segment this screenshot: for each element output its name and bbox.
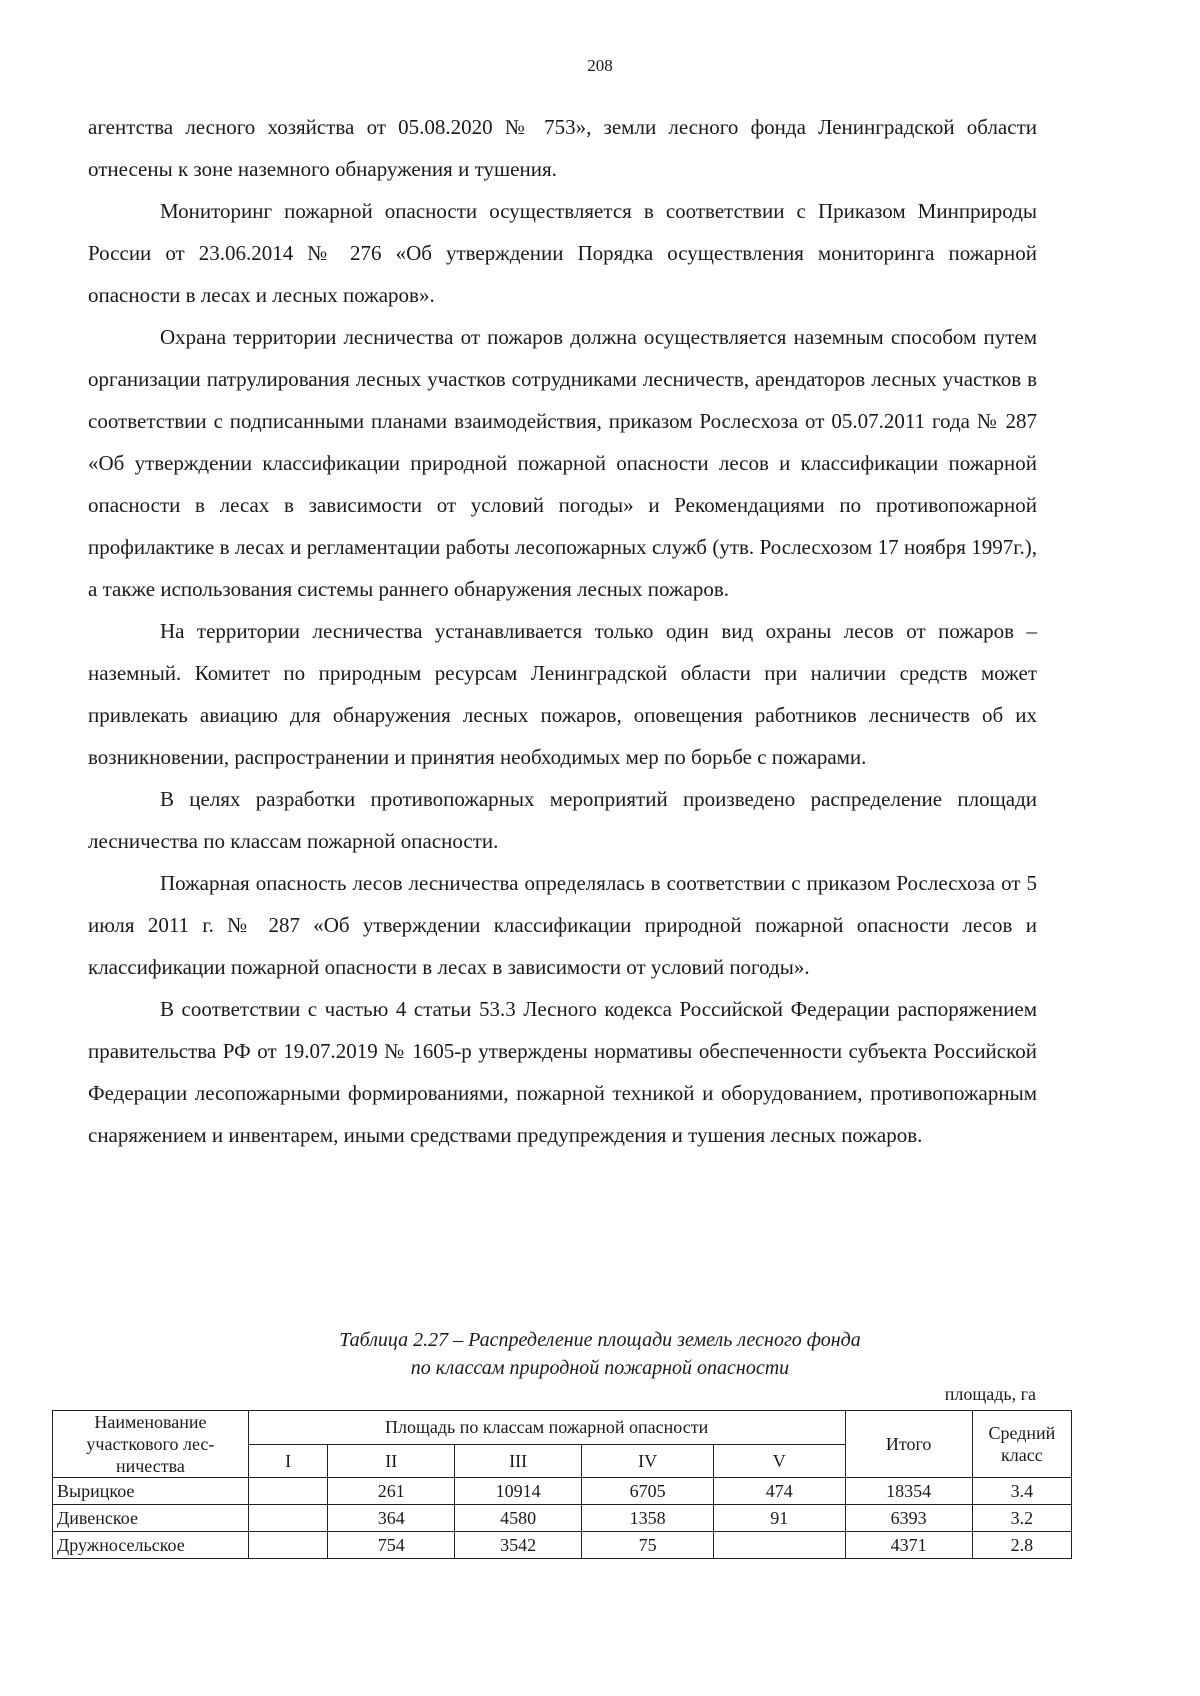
paragraph: Мониторинг пожарной опасности осуществляется в соответствии с Приказом Минприроды России от 23.06.2014 № 276 «Об утверждении Порядка осуществления мониторинга пожарной опасности в лесах и лесных пожаров». <box>88 199 1037 307</box>
table-cell: 18354 <box>845 1478 972 1505</box>
header-class: I <box>248 1444 328 1478</box>
header-class: III <box>455 1444 582 1478</box>
paragraph: агентства лесного хозяйства от 05.08.2020 № 753», земли лесного фонда Ленинградской области отнесены к зоне наземного обнаружения и тушения. <box>88 115 1037 181</box>
table-cell: 474 <box>714 1478 845 1505</box>
table-cell: Вырицкое <box>53 1478 249 1505</box>
table-cell: 6705 <box>582 1478 714 1505</box>
table-row <box>53 1505 1072 1532</box>
paragraph: Охрана территории лесничества от пожаров должна осуществляется наземным способом путем организации патрулирования лесных участков сотрудниками лесничеств, арендаторов лесных участков в соответствии с подписанными планами взаимодействия, приказом Рослесхоза от 05.07.2011 года № 287 «Об утверждении классификации природной пожарной опасности лесов и классификации пожарной опасности в лесах в зависимости от условий погоды» и Рекомендациями по противопожарной профилактике в лесах и регламентации работы лесопожарных служб (утв. Рослесхозом 17 ноября 1997г.), а также использования системы раннего обнаружения лесных пожаров. <box>88 325 1037 601</box>
table-cell: 3.4 <box>972 1478 1071 1505</box>
paragraph: В соответствии с частью 4 статьи 53.3 Лесного кодекса Российской Федерации распоряжением правительства РФ от 19.07.2019 № 1605-р утверждены нормативы обеспеченности субъекта Российской Федерации лесопожарными формированиями, пожарной техникой и оборудованием, противопожарным снаряжением и инвентарем, иными средствами предупреждения и тушения лесных пожаров. <box>88 997 1037 1147</box>
table-row <box>53 1532 1072 1559</box>
header-name: Наименование участкового лес-ничества <box>53 1411 249 1478</box>
table-cell: 364 <box>328 1505 455 1532</box>
table-cell: 91 <box>714 1505 845 1532</box>
table-units: площадь, га <box>944 1384 1036 1404</box>
table-cell: Дружносельское <box>53 1532 249 1559</box>
table-cell: 1358 <box>582 1505 714 1532</box>
table-caption-line: по классам природной пожарной опасности <box>410 1357 790 1379</box>
table-cell <box>248 1478 328 1505</box>
table-caption-line: Таблица 2.27 – Распределение площади земель лесного фонда <box>339 1329 861 1351</box>
header-group: Площадь по классам пожарной опасности <box>248 1411 845 1445</box>
table-cell <box>248 1505 328 1532</box>
table-row <box>53 1478 1072 1505</box>
paragraph: Пожарная опасность лесов лесничества определялась в соответствии с приказом Рослесхоза от 5 июля 2011 г. № 287 «Об утверждении классификации природной пожарной опасности лесов и классификации пожарной опасности в лесах в зависимости от условий погоды». <box>88 871 1037 979</box>
table-cell: 4580 <box>455 1505 582 1532</box>
fire-class-table <box>52 1410 1072 1559</box>
table-caption <box>0 1326 1200 1382</box>
table-cell: 754 <box>328 1532 455 1559</box>
table-cell: 2.8 <box>972 1532 1071 1559</box>
page-number: 208 <box>587 56 613 75</box>
table-cell: 75 <box>582 1532 714 1559</box>
paragraph: На территории лесничества устанавливается только один вид охраны лесов от пожаров – наземный. Комитет по природным ресурсам Ленинградской области при наличии средств может привлекать авиацию для обнаружения лесных пожаров, оповещения работников лесничеств об их возникновении, распространении и принятия необходимых мер по борьбе с пожарами. <box>88 619 1037 769</box>
table-cell: 261 <box>328 1478 455 1505</box>
paragraph: В целях разработки противопожарных мероприятий произведено распределение площади лесничества по классам пожарной опасности. <box>88 787 1037 853</box>
table-cell: 6393 <box>845 1505 972 1532</box>
header-class: IV <box>582 1444 714 1478</box>
body-text <box>88 106 1037 1156</box>
header-avg: Средний класс <box>972 1411 1071 1478</box>
table-cell: 4371 <box>845 1532 972 1559</box>
table-cell: Дивенское <box>53 1505 249 1532</box>
table-cell <box>248 1532 328 1559</box>
table-cell <box>714 1532 845 1559</box>
header-class: V <box>714 1444 845 1478</box>
header-class: II <box>328 1444 455 1478</box>
table-cell: 3.2 <box>972 1505 1071 1532</box>
table-cell: 3542 <box>455 1532 582 1559</box>
header-total: Итого <box>845 1411 972 1478</box>
table-cell: 10914 <box>455 1478 582 1505</box>
